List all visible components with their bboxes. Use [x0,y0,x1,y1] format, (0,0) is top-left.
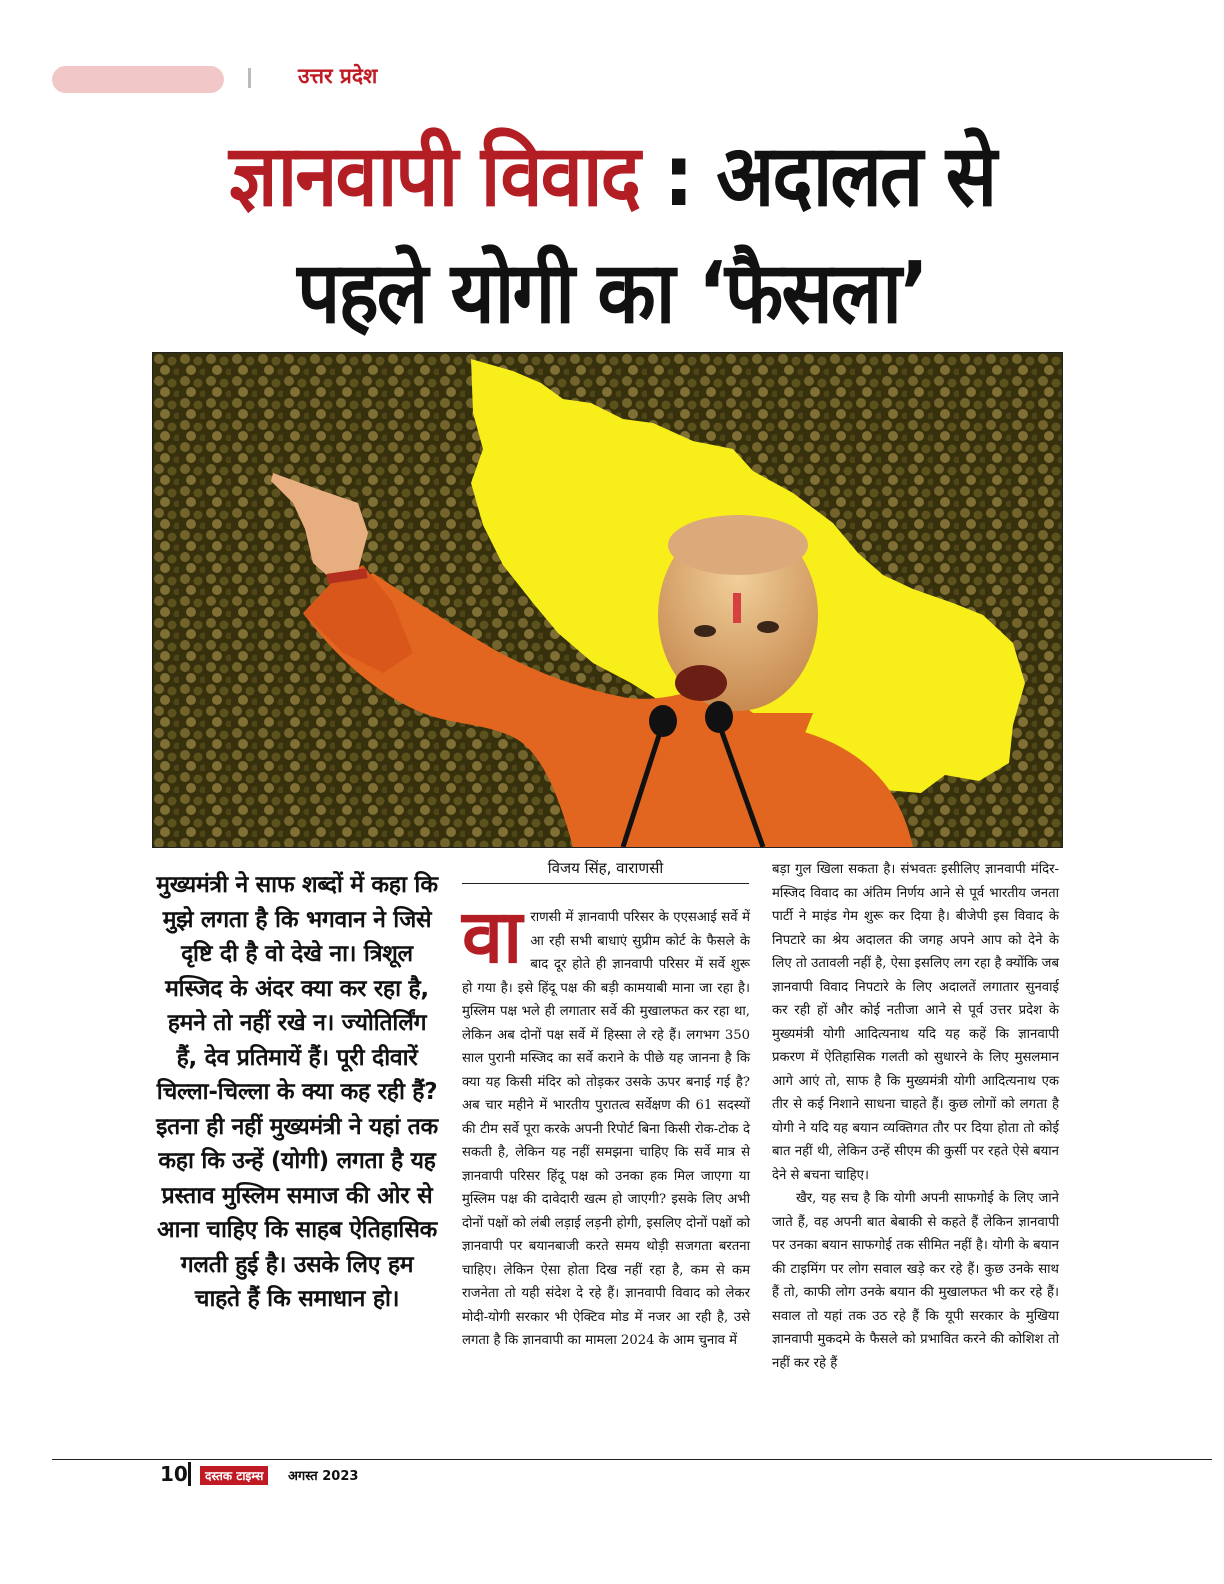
footer-divider [188,1462,191,1486]
byline: विजय सिंह, वाराणसी [462,858,749,884]
headline-line-1 [0,125,1224,226]
page-number: 10 [160,1462,188,1486]
article-paragraph: खैर, यह सच है कि योगी अपनी साफगोई के लिए जाने जाते हैं, वह अपनी बात बेबाकी से कहते हैं लेकिन ज्ञानवापी पर उनका बयान साफगोई तक सीमित नहीं है। योगी के बयान की टाइमिंग पर लोग सवाल खड़े कर रहे हैं। कुछ उनके साथ हैं तो, काफी लोग उनके बयान की मुखालफत भी कर रहे हैं। सवाल तो यहां तक उठ रहे हैं कि यूपी सरकार के मुखिया ज्ञानवापी मुकदमे के फैसले को प्रभावित करने की कोशिश तो नहीं कर रहे हैं [772,1191,1059,1371]
header-divider [248,68,251,88]
brand-pill-logo [52,66,224,93]
article-column-2 [462,894,750,1353]
lead-photo [152,352,1063,848]
issue-date: अगस्त 2023 [288,1469,359,1484]
magazine-logo: दस्तक टाइम्स [200,1466,268,1485]
headline-red-part: ज्ञानवापी विवाद [228,125,639,226]
headline-black-part: : अदालत से [638,125,996,226]
pull-quote: मुख्यमंत्री ने साफ शब्दों में कहा कि मुझे लगता है कि भगवान ने जिसे दृष्टि दी है वो देखे ना। त्रिशूल मस्जिद के अंदर क्या कर रहा है, हमने तो नहीं रखे न। ज्योतिर्लिंग हैं, देव प्रतिमायें हैं। पूरी दीवारें चिल्ला-चिल्ला के क्या कह रही हैं? इतना ही नहीं मुख्यमंत्री ने यहां तक कहा कि उन्हें (योगी) लगता है यह प्रस्ताव मुस्लिम समाज की ओर से आना चाहिए कि साहब ऐतिहासिक गलती हुई है। उसके लिए हम चाहते हैं कि समाधान हो। [156,872,438,1312]
article-paragraph: बड़ा गुल खिला सकता है। संभवतः इसीलिए ज्ञानवापी मंदिर-मस्जिद विवाद का अंतिम निर्णय आने से पूर्व भारतीय जनता पार्टी ने माइंड गेम शुरू कर दिया है। बीजेपी इस विवाद के निपटारे का श्रेय अदालत की जगह अपने आप को देने के लिए तो उतावली नहीं है, ऐसा इसलिए लग रहा है क्योंकि जब ज्ञानवापी विवाद निपटारे के लिए अदालतें लगातार सुनवाई कर रही हों और कोई नतीजा आने से पूर्व उत्तर प्रदेश के मुख्यमंत्री योगी आदित्यनाथ यदि यह कहें कि ज्ञानवापी प्रकरण में ऐतिहासिक गलती को सुधारने के लिए मुसलमान आगे आएं तो, साफ है कि मुख्यमंत्री योगी आदित्यनाथ एक तीर से कई निशाने साधना चाहते हैं। कुछ लोगों को लगता है योगी ने यदि यह बयान व्यक्तिगत तौर पर दिया होता तो कोई बात नहीं थी, लेकिन उन्हें सीएम की कुर्सी पर रहते ऐसे बयान देने से बचना चाहिए। [772,862,1059,1183]
article-paragraph: राणसी में ज्ञानवापी परिसर के एएसआई सर्वे में आ रही सभी बाधाएं सुप्रीम कोर्ट के फैसले के बाद दूर होते ही ज्ञानवापी परिसर में सर्वे शुरू हो गया है। इसे हिंदू पक्ष की बड़ी कामयाबी माना जा रहा है। मुस्लिम पक्ष भले ही लगातार सर्वे की मुखालफत कर रहा था, लेकिन अब दोनों पक्ष सर्वे में हिस्सा ले रहे हैं। लगभग 350 साल पुरानी मस्जिद का सर्वे कराने के पीछे यह जानना है कि क्या यह किसी मंदिर को तोड़कर उसके ऊपर बनाई गई है? अब चार महीने में भारतीय पुरातत्व सर्वेक्षण की 61 सदस्यों की टीम सर्वे पूरा करके अपनी रिपोर्ट बिना किसी रोक-टोक दे सकती है, लेकिन यह नहीं समझना चाहिए कि सर्वे मात्र से ज्ञानवापी परिसर हिंदू पक्ष को उनका हक मिल जाएगा या मुस्लिम पक्ष की दावेदारी खत्म हो जाएगी? इसके लिए अभी दोनों पक्षों को लंबी लड़ाई लड़नी होगी, इसलिए दोनों पक्षों को ज्ञानवापी पर बयानबाजी करते समय थोड़ी सजगता बरतना चाहिए। लेकिन ऐसा होता दिख नहीं रहा है, कम से कम राजनेता तो यही संदेश दे रहे हैं। ज्ञानवापी विवाद को लेकर मोदी-योगी सरकार भी ऐक्टिव मोड में नजर आ रही है, उसे लगता है कि ज्ञानवापी का मामला 2024 के आम चुनाव में [462,910,750,1348]
footer-rule [52,1459,1212,1460]
headline-line-2: पहले योगी का ‘फैसला’ [297,242,927,343]
section-label: उत्तर प्रदेश [298,64,378,88]
photo-illustration [153,353,1062,847]
drop-cap: वा [462,894,523,980]
article-column-3 [772,858,1059,1375]
